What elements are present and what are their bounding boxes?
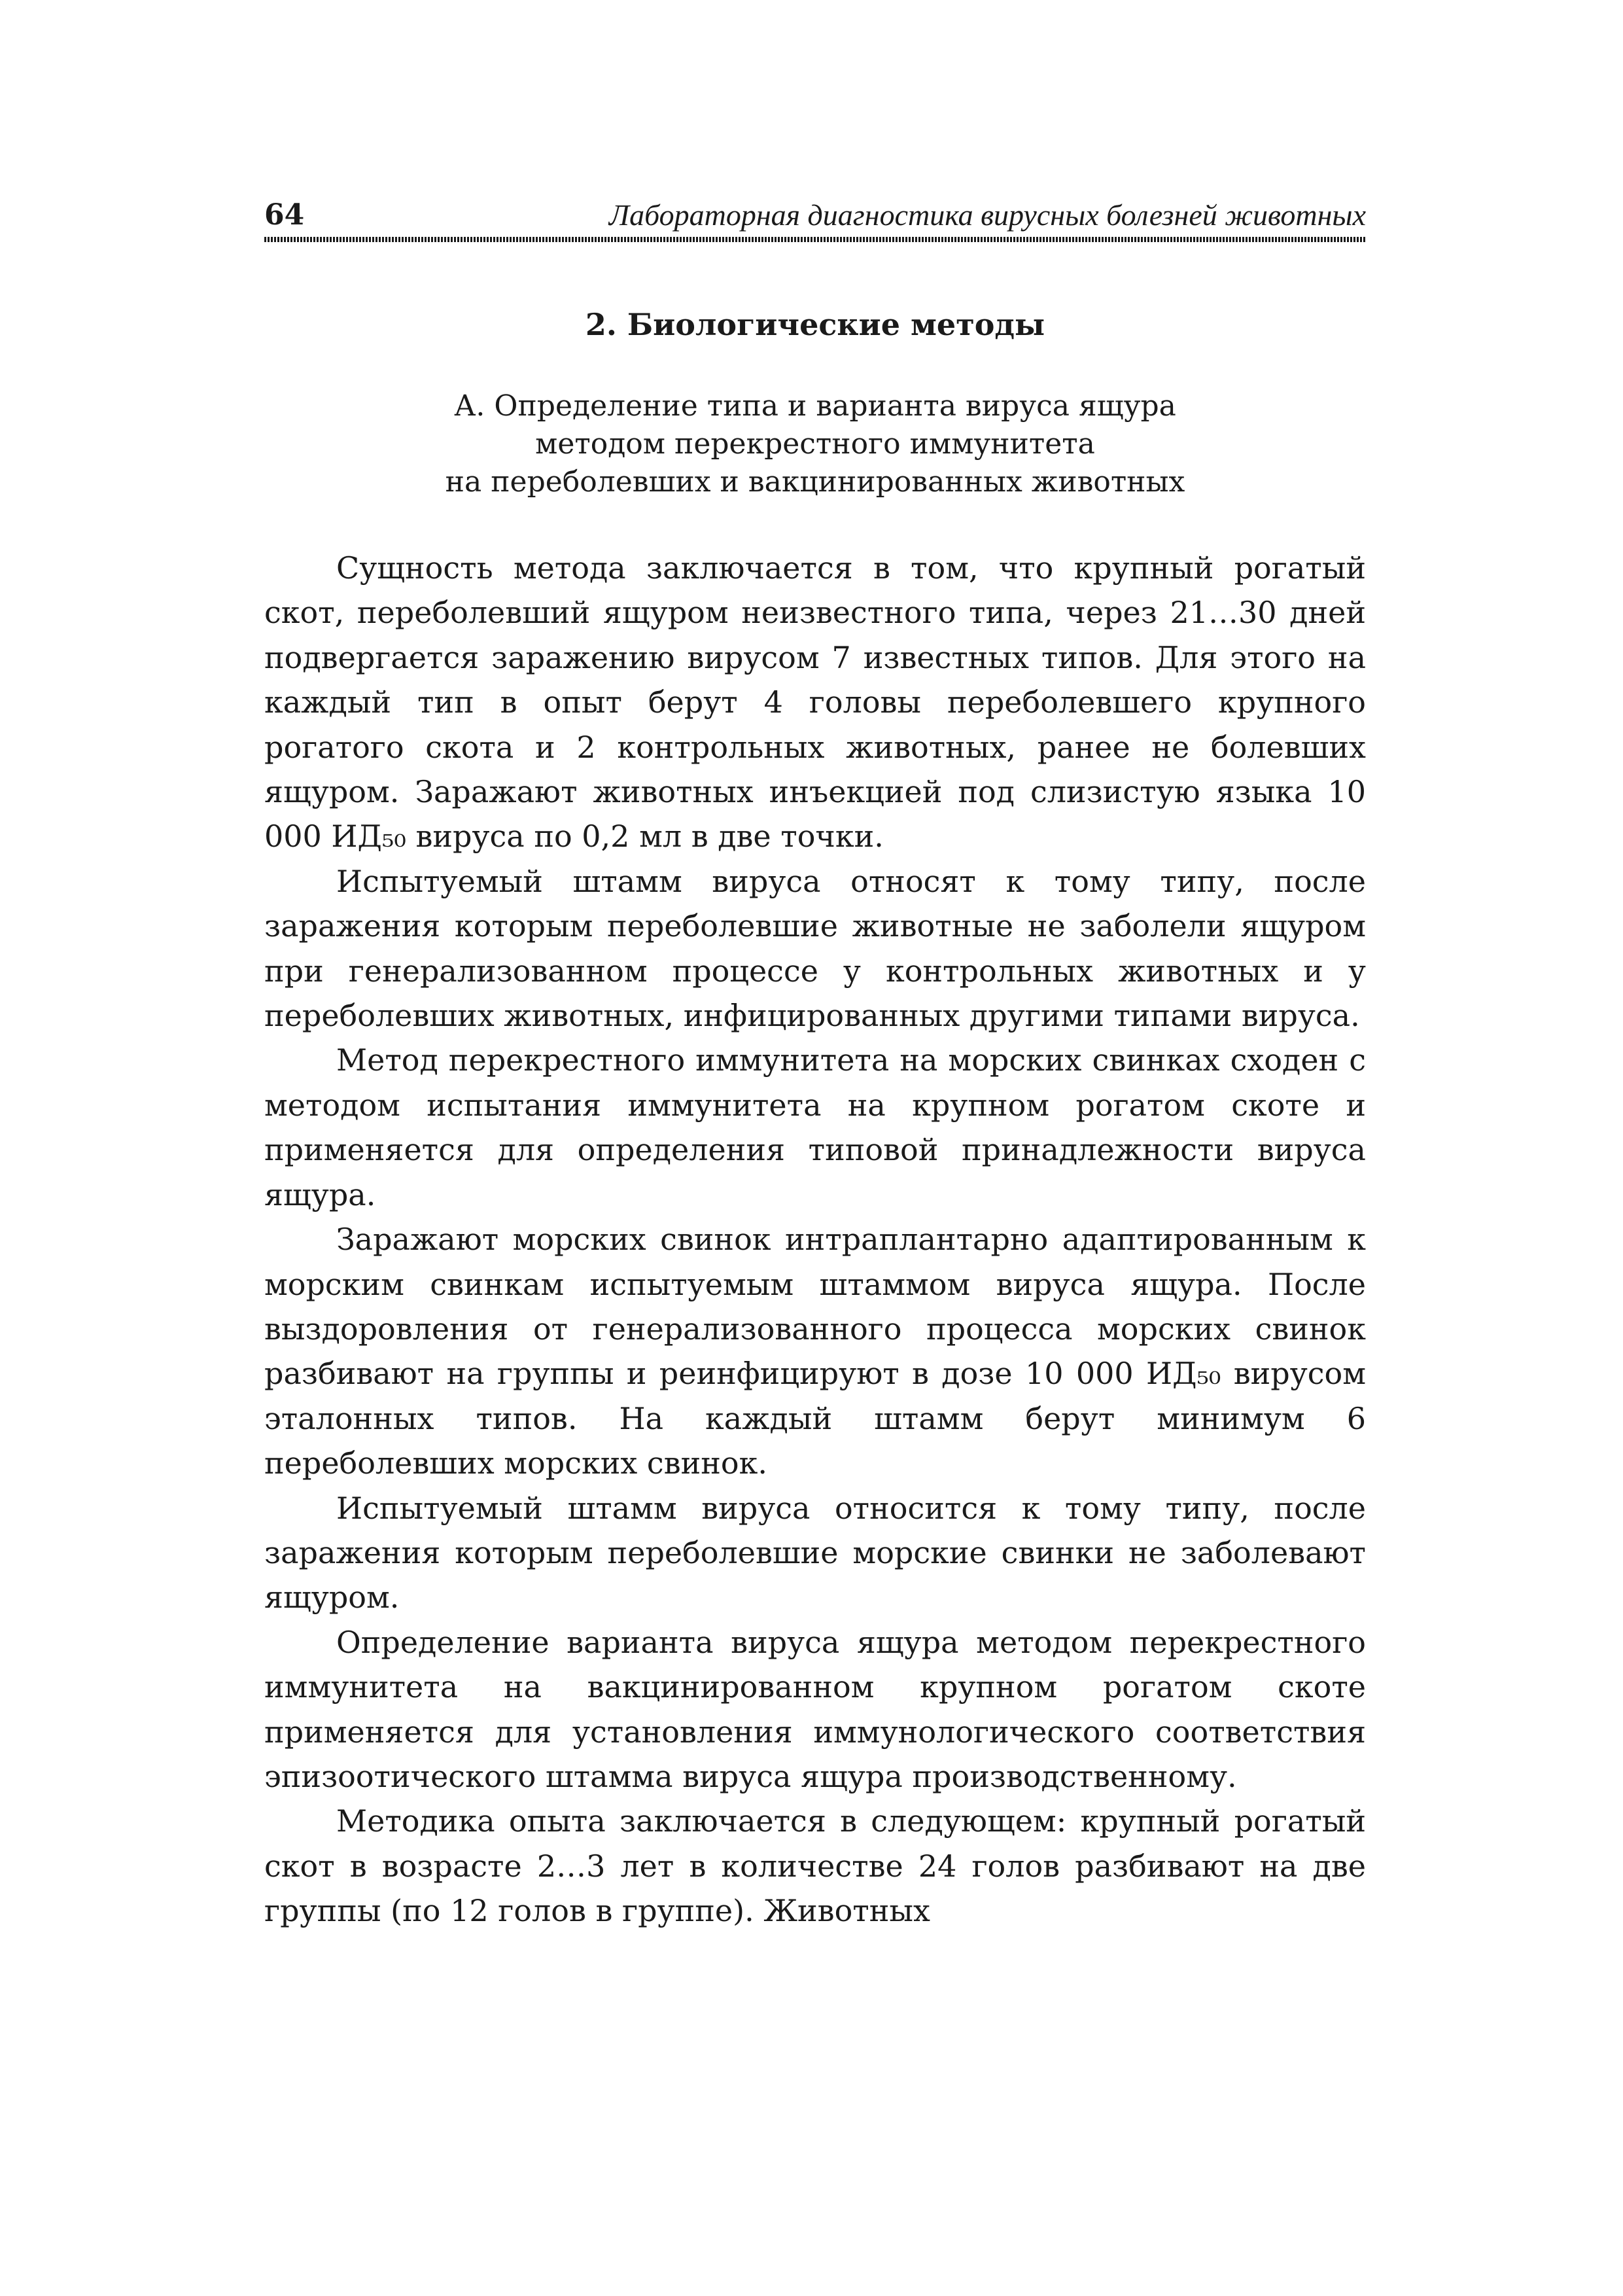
subsection-title-line: на переболевших и вакцинированных животных bbox=[445, 465, 1185, 499]
paragraph: Определение варианта вируса ящура методом перекрестного иммунитета на вакцинированном крупном рогатом скоте применяется для установления иммунологического соответствия эпизоотического штамма вируса ящура производственному. bbox=[264, 1624, 1366, 1794]
subsection-title-line: методом перекрестного иммунитета bbox=[535, 427, 1095, 461]
section-title: 2. Биологические методы bbox=[585, 307, 1045, 342]
header-rule bbox=[264, 237, 1366, 242]
paragraph: Сущность метода заключается в том, что крупный рогатый скот, переболевший ящуром неизвестного типа, через 21…30 дней подвергается заражению вирусом 7 известных типов. Для этого на каждый тип в опыт берут 4 головы переболевшего крупного рогатого скота и 2 контрольных животных, ранее не болевших ящуром. Заражают животных инъекцией под слизистую языка 10 000 ИД₅₀ вируса по 0,2 мл в две точки. bbox=[264, 550, 1366, 855]
subsection-title bbox=[264, 387, 1366, 501]
paragraph: Заражают морских свинок интраплантарно адаптированным к морским свинкам испытуемым штаммом вируса ящура. После выздоровления от генерализованного процесса морских свинок разбивают на группы и реинфицируют в дозе 10 000 ИД₅₀ вирусом эталонных типов. На каждый штамм берут минимум 6 переболевших морских свинок. bbox=[264, 1222, 1366, 1481]
paragraph: Метод перекрестного иммунитета на морских свинках сходен с методом испытания иммунитета на крупном рогатом скоте и применяется для определения типовой принадлежности вируса ящура. bbox=[264, 1042, 1366, 1212]
running-title: Лабораторная диагностика вирусных болезней животных bbox=[608, 198, 1366, 232]
running-head bbox=[264, 196, 1366, 234]
page-number: 64 bbox=[264, 198, 305, 232]
paragraph: Испытуемый штамм вируса относится к тому типу, после заражения которым переболевшие морские свинки не заболевают ящуром. bbox=[264, 1490, 1366, 1616]
paragraph: Методика опыта заключается в следующем: крупный рогатый скот в возрасте 2…3 лет в количестве 24 голов разбивают на две группы (по 12 голов в группе). Животных bbox=[264, 1803, 1366, 1929]
book-page bbox=[264, 196, 1366, 1934]
paragraph: Испытуемый штамм вируса относят к тому типу, после заражения которым переболевшие животные не заболели ящуром при генерализованном процессе у контрольных животных и у переболевших животных, инфицированных другими типами вируса. bbox=[264, 863, 1366, 1034]
body-text bbox=[264, 546, 1366, 1934]
subsection-title-line: А. Определение типа и варианта вируса ящура bbox=[454, 389, 1176, 423]
